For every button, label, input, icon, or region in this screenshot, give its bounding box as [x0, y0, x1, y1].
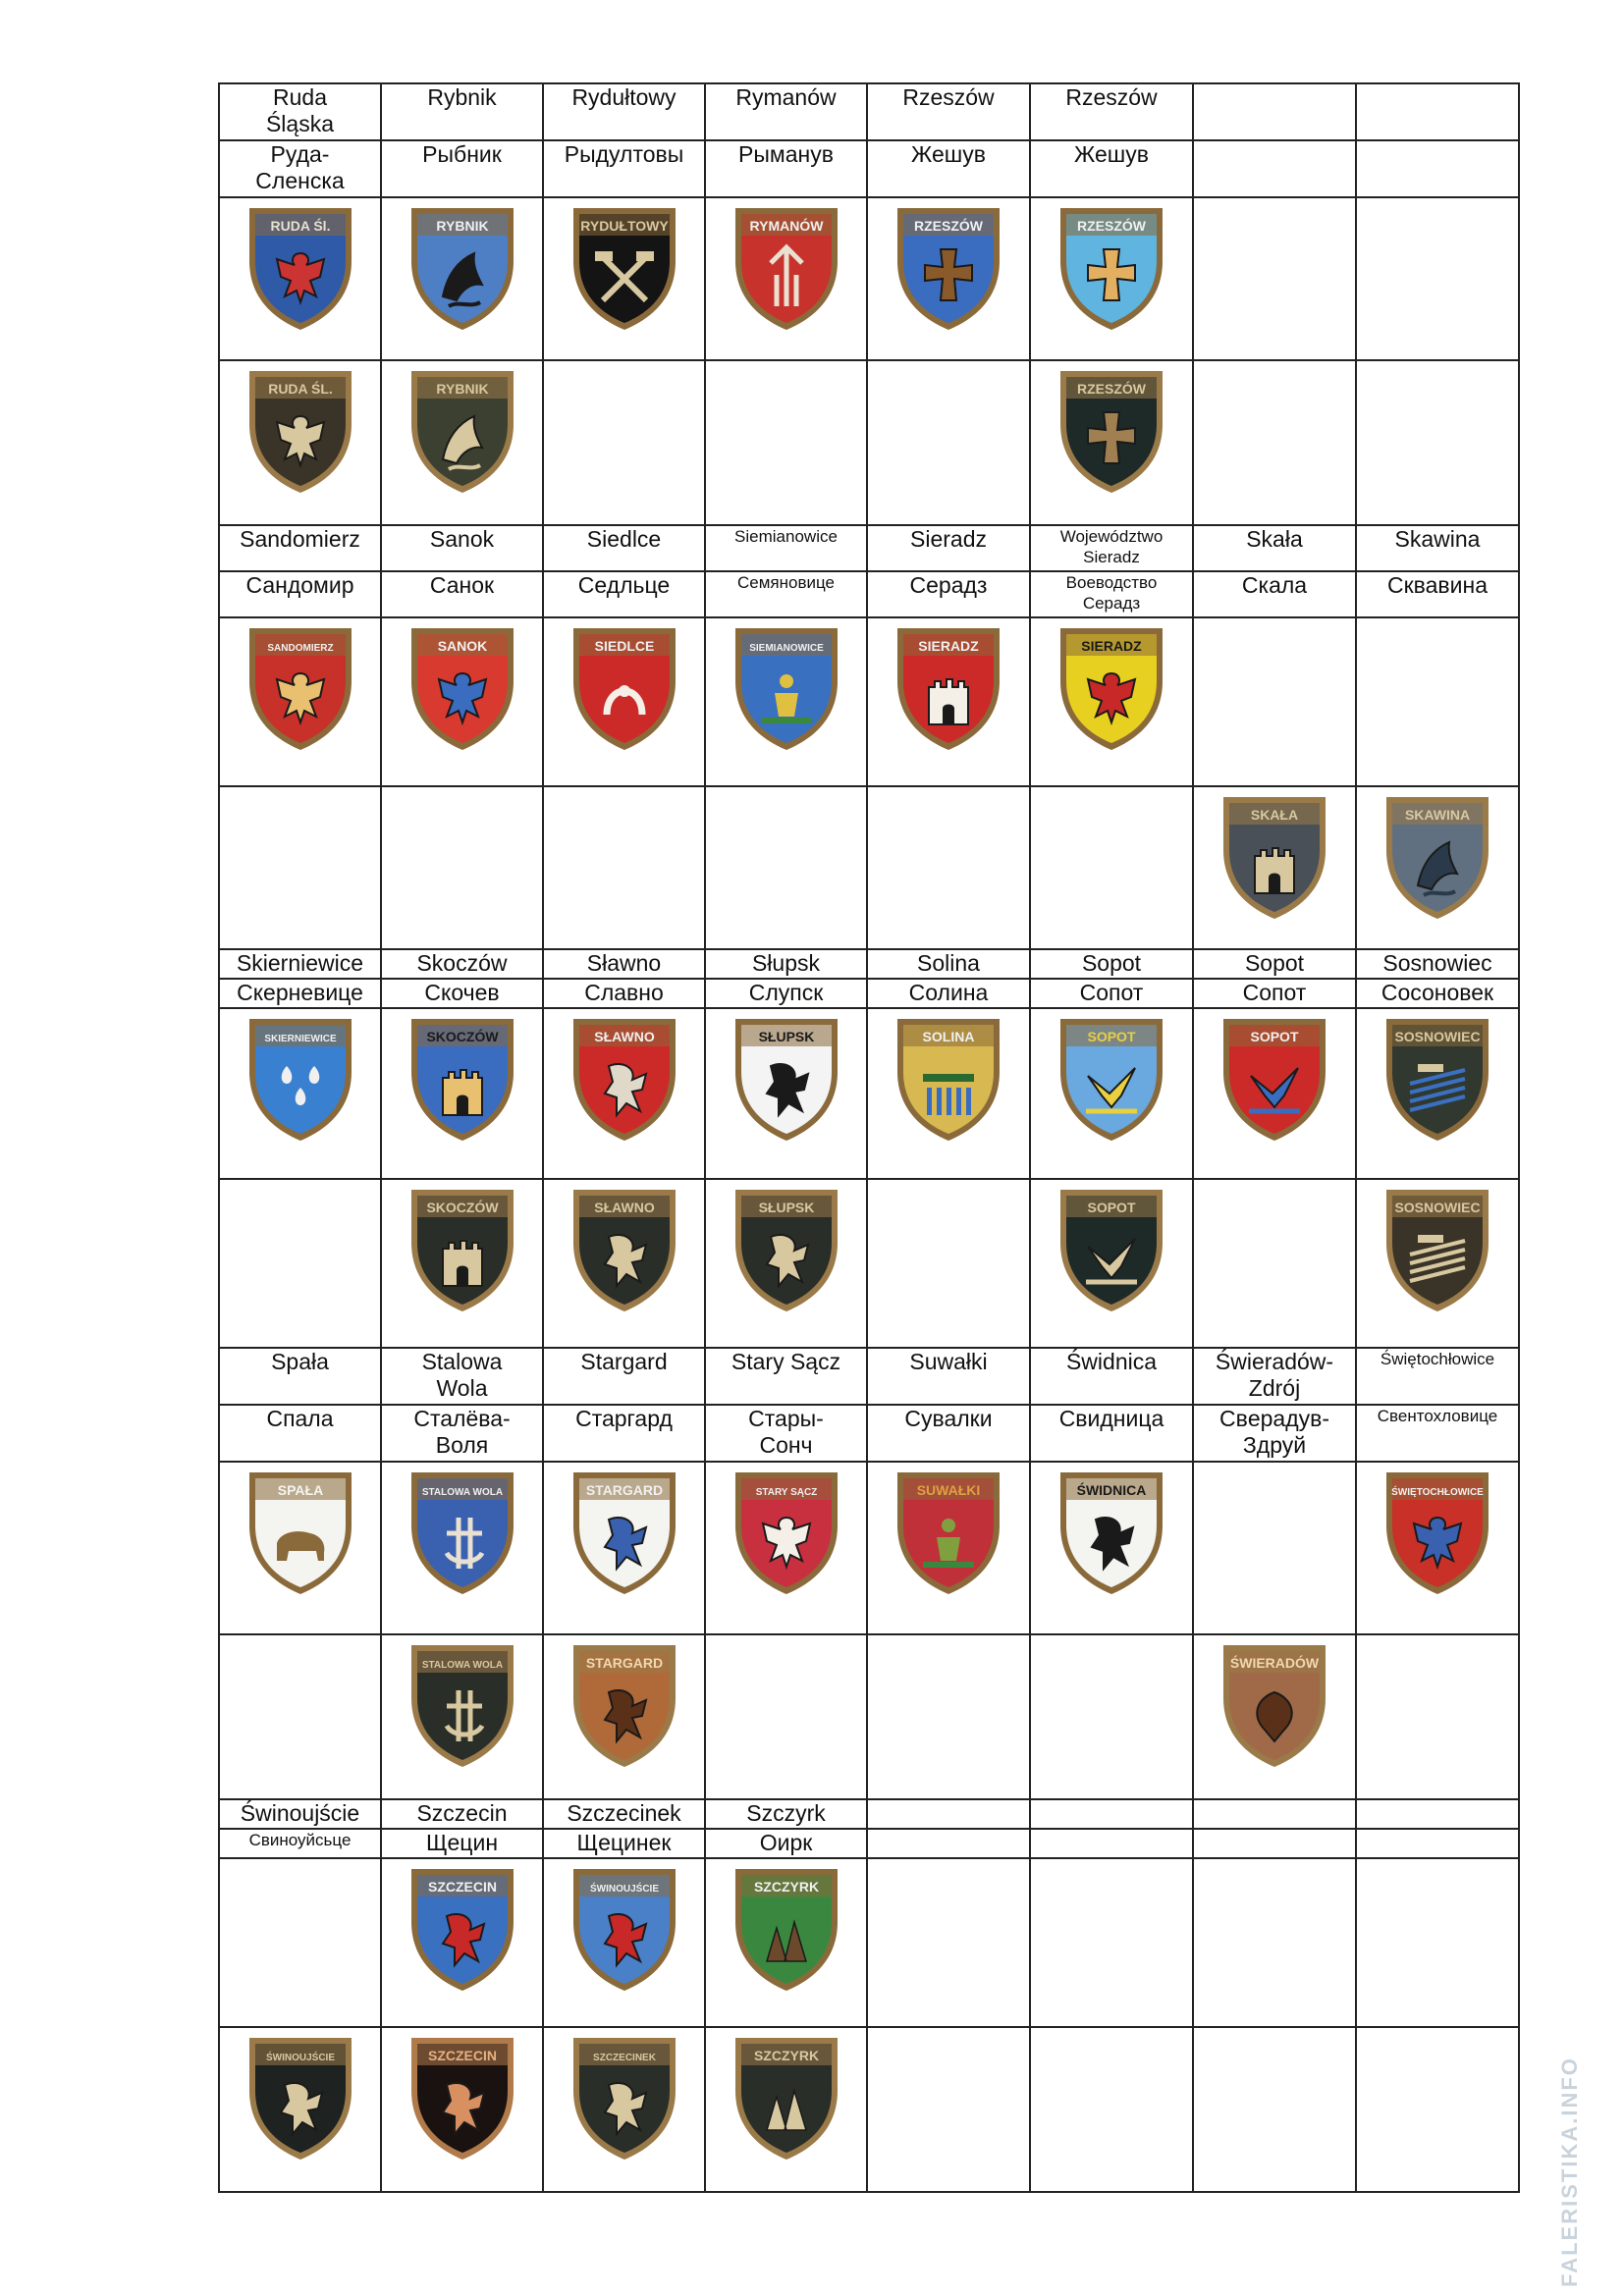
badge-label: ŚWIDNICA — [1076, 1482, 1147, 1498]
badge-label: ŚWINOUJŚCIE — [265, 2053, 335, 2063]
badge-cell — [1356, 786, 1519, 949]
badge-label: RZESZÓW — [1077, 381, 1146, 397]
town-name-cell: Сопот — [1193, 979, 1356, 1008]
town-name-cell: Сувалки — [867, 1405, 1030, 1462]
badge-row — [219, 786, 1519, 949]
empty-cell — [219, 1858, 381, 2027]
town-name-cell: Skawina — [1356, 525, 1519, 571]
town-name-cell: Сопот — [1030, 979, 1193, 1008]
empty-cell — [867, 360, 1030, 525]
town-name-cell: Сталёва- Воля — [381, 1405, 543, 1462]
town-name-cell — [1193, 1829, 1356, 1858]
empty-cell — [867, 1634, 1030, 1799]
town-name-cell — [867, 1829, 1030, 1858]
badge-shield — [890, 618, 1007, 756]
badge-label: SUWAŁKI — [916, 1482, 981, 1498]
badge-label: SIEMIANOWICE — [748, 643, 824, 654]
badge-shield — [728, 1009, 845, 1147]
badge-label: SANOK — [437, 638, 487, 654]
badge-shield — [404, 198, 521, 336]
badge-label: SŁAWNO — [593, 1029, 655, 1044]
badge-label: RYDUŁTOWY — [579, 218, 669, 234]
name-row — [219, 1799, 1519, 1829]
badge-cell — [543, 2027, 705, 2192]
town-name-cell: Воеводство Серадз — [1030, 571, 1193, 617]
badge-shield — [566, 1009, 683, 1147]
empty-cell — [705, 1634, 867, 1799]
empty-cell — [543, 786, 705, 949]
badge-cell — [543, 1008, 705, 1179]
empty-cell — [219, 786, 381, 949]
name-row — [219, 83, 1519, 140]
town-name-cell: Skierniewice — [219, 949, 381, 979]
badge-label: STARY SĄCZ — [755, 1487, 817, 1498]
badge-shield — [728, 1463, 845, 1600]
badge-label: ŚWIERADÓW — [1229, 1655, 1320, 1671]
badge-emblem — [443, 1070, 482, 1115]
town-name-cell: Оирк — [705, 1829, 867, 1858]
badge-label: SKOCZÓW — [425, 1029, 499, 1044]
badge-shield — [242, 1009, 359, 1147]
badge-row — [219, 1462, 1519, 1634]
badge-shield — [242, 198, 359, 336]
name-row — [219, 1829, 1519, 1858]
badge-label: SZCZYRK — [753, 2048, 819, 2063]
badge-shield — [728, 198, 845, 336]
badge-label: SŁUPSK — [758, 1200, 814, 1215]
badge-label: STALOWA WOLA — [421, 1660, 503, 1671]
badge-cell — [543, 1462, 705, 1634]
badge-shield — [566, 1463, 683, 1600]
name-row — [219, 1405, 1519, 1462]
town-name-cell: Stary Sącz — [705, 1348, 867, 1405]
town-name-cell: Свидница — [1030, 1405, 1193, 1462]
badge-cell — [1193, 1008, 1356, 1179]
badge-cell — [1356, 1008, 1519, 1179]
town-name-cell: Słupsk — [705, 949, 867, 979]
badge-cell — [219, 197, 381, 360]
badge-label: SŁUPSK — [758, 1029, 814, 1044]
town-name-cell: Świętochłowice — [1356, 1348, 1519, 1405]
badge-label: ŚWIĘTOCHŁOWICE — [1391, 1487, 1484, 1498]
badge-shield — [404, 1859, 521, 1997]
badge-row — [219, 1008, 1519, 1179]
badge-label: SZCZECIN — [427, 2048, 497, 2063]
town-name-cell — [867, 1799, 1030, 1829]
town-name-cell: Свентохловице — [1356, 1405, 1519, 1462]
town-name-cell — [1193, 1799, 1356, 1829]
town-name-cell: Рыдултовы — [543, 140, 705, 197]
town-name-cell: Солина — [867, 979, 1030, 1008]
badge-label: SOSNOWIEC — [1394, 1029, 1481, 1044]
town-name-cell: Województwo Sieradz — [1030, 525, 1193, 571]
empty-cell — [1193, 197, 1356, 360]
town-name-cell: Жешув — [1030, 140, 1193, 197]
town-name-cell: Жешув — [867, 140, 1030, 197]
town-name-cell — [1356, 1799, 1519, 1829]
empty-cell — [1356, 360, 1519, 525]
empty-cell — [543, 360, 705, 525]
town-name-cell: Szczecinek — [543, 1799, 705, 1829]
badge-label: SZCZYRK — [753, 1879, 819, 1895]
empty-cell — [1356, 1634, 1519, 1799]
badge-cell — [867, 617, 1030, 786]
badge-cell — [381, 1179, 543, 1348]
badge-label: RUDA Śl. — [270, 218, 330, 234]
empty-cell — [1193, 2027, 1356, 2192]
town-name-cell: Спала — [219, 1405, 381, 1462]
badge-cell — [1030, 197, 1193, 360]
name-row — [219, 949, 1519, 979]
badge-cell — [381, 1634, 543, 1799]
empty-cell — [867, 1858, 1030, 2027]
town-name-cell — [1356, 83, 1519, 140]
badge-label: RYMANÓW — [749, 218, 823, 234]
badge-shield — [1053, 1180, 1170, 1317]
empty-cell — [1193, 617, 1356, 786]
town-name-cell: Siedlce — [543, 525, 705, 571]
badge-label: SPAŁA — [277, 1482, 323, 1498]
town-name-cell: Скала — [1193, 571, 1356, 617]
badge-cell — [1030, 360, 1193, 525]
town-name-cell: Szczyrk — [705, 1799, 867, 1829]
badge-shield — [890, 198, 1007, 336]
badge-cell — [705, 2027, 867, 2192]
badge-shield — [404, 1180, 521, 1317]
badge-cell — [381, 197, 543, 360]
badge-shield — [1379, 787, 1496, 925]
badge-cell — [1030, 1008, 1193, 1179]
town-name-cell: Skała — [1193, 525, 1356, 571]
town-name-cell — [1030, 1799, 1193, 1829]
empty-cell — [867, 786, 1030, 949]
badge-label: STARGARD — [585, 1482, 663, 1498]
town-name-cell: Свeрадув- Здруй — [1193, 1405, 1356, 1462]
badge-cell — [1030, 1462, 1193, 1634]
town-name-cell: Слупск — [705, 979, 867, 1008]
badge-shield — [404, 361, 521, 499]
empty-cell — [705, 786, 867, 949]
town-name-cell: Świnoujście — [219, 1799, 381, 1829]
badge-cell — [381, 617, 543, 786]
badge-label: SZCZECINEK — [592, 2053, 656, 2063]
badge-shield — [890, 1009, 1007, 1147]
town-name-cell: Rymanów — [705, 83, 867, 140]
badge-shield — [1053, 1009, 1170, 1147]
town-name-cell: Szczecin — [381, 1799, 543, 1829]
town-name-cell: Sieradz — [867, 525, 1030, 571]
town-name-cell: Сосоновек — [1356, 979, 1519, 1008]
badge-label: RYBNIK — [435, 381, 489, 397]
badge-cell — [381, 1858, 543, 2027]
badge-cell — [381, 2027, 543, 2192]
badge-shield — [404, 1463, 521, 1600]
town-name-cell: Рыманув — [705, 140, 867, 197]
badge-cell — [543, 1179, 705, 1348]
badge-shield — [1379, 1463, 1496, 1600]
badge-label: SKAŁA — [1250, 807, 1299, 823]
empty-cell — [1030, 1634, 1193, 1799]
badge-label: SZCZECIN — [427, 1879, 497, 1895]
badge-catalog-table — [218, 82, 1520, 2193]
town-name-cell — [1193, 83, 1356, 140]
town-name-cell: Stargard — [543, 1348, 705, 1405]
badge-cell — [1193, 786, 1356, 949]
badge-label: STARGARD — [585, 1655, 663, 1671]
town-name-cell: Санок — [381, 571, 543, 617]
badge-cell — [1356, 1179, 1519, 1348]
town-name-cell: Rydułtowy — [543, 83, 705, 140]
town-name-cell: Sosnowiec — [1356, 949, 1519, 979]
badge-label: SOLINA — [922, 1029, 975, 1044]
badge-shield — [566, 618, 683, 756]
name-row — [219, 140, 1519, 197]
empty-cell — [1193, 1858, 1356, 2027]
badge-emblem — [443, 1241, 482, 1286]
badge-cell — [1356, 1462, 1519, 1634]
badge-cell — [543, 1858, 705, 2027]
town-name-cell: Sanok — [381, 525, 543, 571]
badge-shield — [404, 618, 521, 756]
badge-row — [219, 360, 1519, 525]
badge-cell — [705, 1179, 867, 1348]
badge-shield — [404, 1009, 521, 1147]
badge-shield — [566, 1635, 683, 1773]
name-row — [219, 979, 1519, 1008]
badge-shield — [1216, 1635, 1333, 1773]
badge-cell — [705, 617, 867, 786]
badge-row — [219, 197, 1519, 360]
town-name-cell: Sopot — [1030, 949, 1193, 979]
badge-label: SIERADZ — [918, 638, 979, 654]
empty-cell — [381, 786, 543, 949]
empty-cell — [1030, 786, 1193, 949]
badge-shield — [404, 1635, 521, 1773]
badge-cell — [219, 360, 381, 525]
name-row — [219, 1348, 1519, 1405]
town-name-cell: Suwałki — [867, 1348, 1030, 1405]
badge-cell — [381, 1008, 543, 1179]
badge-cell — [867, 1008, 1030, 1179]
badge-shield — [1216, 1009, 1333, 1147]
badge-label: RYBNIK — [435, 218, 489, 234]
badge-shield — [728, 618, 845, 756]
badge-cell — [219, 617, 381, 786]
badge-shield — [890, 1463, 1007, 1600]
town-name-cell: Ruda Śląska — [219, 83, 381, 140]
badge-shield — [1053, 361, 1170, 499]
badge-shield — [728, 1180, 845, 1317]
town-name-cell: Rzeszów — [1030, 83, 1193, 140]
town-name-cell: Сандомир — [219, 571, 381, 617]
badge-shield — [566, 2028, 683, 2165]
badge-label: SOPOT — [1250, 1029, 1299, 1044]
badge-cell — [543, 197, 705, 360]
empty-cell — [1356, 1858, 1519, 2027]
empty-cell — [705, 360, 867, 525]
badge-shield — [404, 2028, 521, 2165]
badge-label: SANDOMIERZ — [266, 643, 334, 654]
empty-cell — [219, 1634, 381, 1799]
badge-cell — [219, 1462, 381, 1634]
badge-shield — [1379, 1180, 1496, 1317]
town-name-cell: Семяновице — [705, 571, 867, 617]
badge-shield — [566, 1180, 683, 1317]
town-name-cell: Sandomierz — [219, 525, 381, 571]
badge-label: SOPOT — [1087, 1029, 1136, 1044]
town-name-cell: Руда- Сленска — [219, 140, 381, 197]
town-name-cell: Solina — [867, 949, 1030, 979]
badge-emblem — [929, 679, 968, 724]
town-name-cell: Старгард — [543, 1405, 705, 1462]
badge-cell — [705, 197, 867, 360]
town-name-cell: Рыбник — [381, 140, 543, 197]
badge-cell — [705, 1858, 867, 2027]
town-name-cell: Spała — [219, 1348, 381, 1405]
badge-cell — [1030, 1179, 1193, 1348]
badge-row — [219, 1858, 1519, 2027]
name-row — [219, 525, 1519, 571]
badge-cell — [705, 1008, 867, 1179]
town-name-cell: Седльце — [543, 571, 705, 617]
badge-shield — [1216, 787, 1333, 925]
badge-cell — [219, 1008, 381, 1179]
town-name-cell: Skoczów — [381, 949, 543, 979]
town-name-cell: Славно — [543, 979, 705, 1008]
town-name-cell: Stalowa Wola — [381, 1348, 543, 1405]
town-name-cell: Свиноуйсьце — [219, 1829, 381, 1858]
badge-shield — [1053, 618, 1170, 756]
town-name-cell: Świdnica — [1030, 1348, 1193, 1405]
town-name-cell: Сквавина — [1356, 571, 1519, 617]
badge-label: SIEDLCE — [594, 638, 654, 654]
badge-cell — [867, 1462, 1030, 1634]
town-name-cell: Sławno — [543, 949, 705, 979]
town-name-cell: Скочев — [381, 979, 543, 1008]
town-name-cell — [1193, 140, 1356, 197]
town-name-cell: Rzeszów — [867, 83, 1030, 140]
town-name-cell — [1356, 1829, 1519, 1858]
badge-label: SIERADZ — [1081, 638, 1142, 654]
town-name-cell: Щецин — [381, 1829, 543, 1858]
town-name-cell: Щецинек — [543, 1829, 705, 1858]
badge-label: STALOWA WOLA — [421, 1487, 503, 1498]
badge-row — [219, 2027, 1519, 2192]
badge-emblem — [771, 247, 802, 306]
badge-row — [219, 1179, 1519, 1348]
badge-cell — [219, 2027, 381, 2192]
badge-shield — [242, 2028, 359, 2165]
empty-cell — [867, 2027, 1030, 2192]
town-name-cell: Скерневице — [219, 979, 381, 1008]
badge-cell — [705, 1462, 867, 1634]
empty-cell — [219, 1179, 381, 1348]
town-name-cell: Sopot — [1193, 949, 1356, 979]
badge-shield — [1053, 1463, 1170, 1600]
badge-cell — [867, 197, 1030, 360]
badge-shield — [1379, 1009, 1496, 1147]
badge-shield — [242, 361, 359, 499]
badge-label: SOPOT — [1087, 1200, 1136, 1215]
badge-shield — [566, 198, 683, 336]
badge-cell — [543, 1634, 705, 1799]
badge-emblem — [1255, 848, 1294, 893]
empty-cell — [1193, 1462, 1356, 1634]
badge-shield — [566, 1859, 683, 1997]
watermark: FALERISTIKA.INFO — [1557, 2056, 1582, 2287]
badge-label: SOSNOWIEC — [1394, 1200, 1481, 1215]
badge-cell — [1193, 1634, 1356, 1799]
badge-row — [219, 1634, 1519, 1799]
empty-cell — [1356, 197, 1519, 360]
badge-shield — [242, 618, 359, 756]
empty-cell — [1356, 617, 1519, 786]
empty-cell — [867, 1179, 1030, 1348]
badge-label: ŚWINOUJŚCIE — [589, 1884, 659, 1895]
badge-cell — [381, 1462, 543, 1634]
badge-label: SKAWINA — [1404, 807, 1471, 823]
empty-cell — [1193, 1179, 1356, 1348]
badge-shield — [728, 1859, 845, 1997]
badge-label: RZESZÓW — [914, 218, 983, 234]
town-name-cell: Стары- Сонч — [705, 1405, 867, 1462]
badge-row — [219, 617, 1519, 786]
badge-shield — [728, 2028, 845, 2165]
badge-shield — [1053, 198, 1170, 336]
town-name-cell — [1030, 1829, 1193, 1858]
name-row — [219, 571, 1519, 617]
badge-label: SKOCZÓW — [425, 1200, 499, 1215]
badge-cell — [543, 617, 705, 786]
badge-label: SKIERNIEWICE — [263, 1034, 337, 1044]
badge-label: RZESZÓW — [1077, 218, 1146, 234]
town-name-cell: Siemianowice — [705, 525, 867, 571]
badge-cell — [1030, 617, 1193, 786]
empty-cell — [1030, 2027, 1193, 2192]
empty-cell — [1193, 360, 1356, 525]
badge-cell — [381, 360, 543, 525]
badge-shield — [242, 1463, 359, 1600]
empty-cell — [1356, 2027, 1519, 2192]
town-name-cell: Świeradów- Zdrój — [1193, 1348, 1356, 1405]
town-name-cell — [1356, 140, 1519, 197]
empty-cell — [1030, 1858, 1193, 2027]
badge-label: SŁAWNO — [593, 1200, 655, 1215]
town-name-cell: Rybnik — [381, 83, 543, 140]
town-name-cell: Серадз — [867, 571, 1030, 617]
badge-label: RUDA ŚL. — [267, 381, 333, 397]
